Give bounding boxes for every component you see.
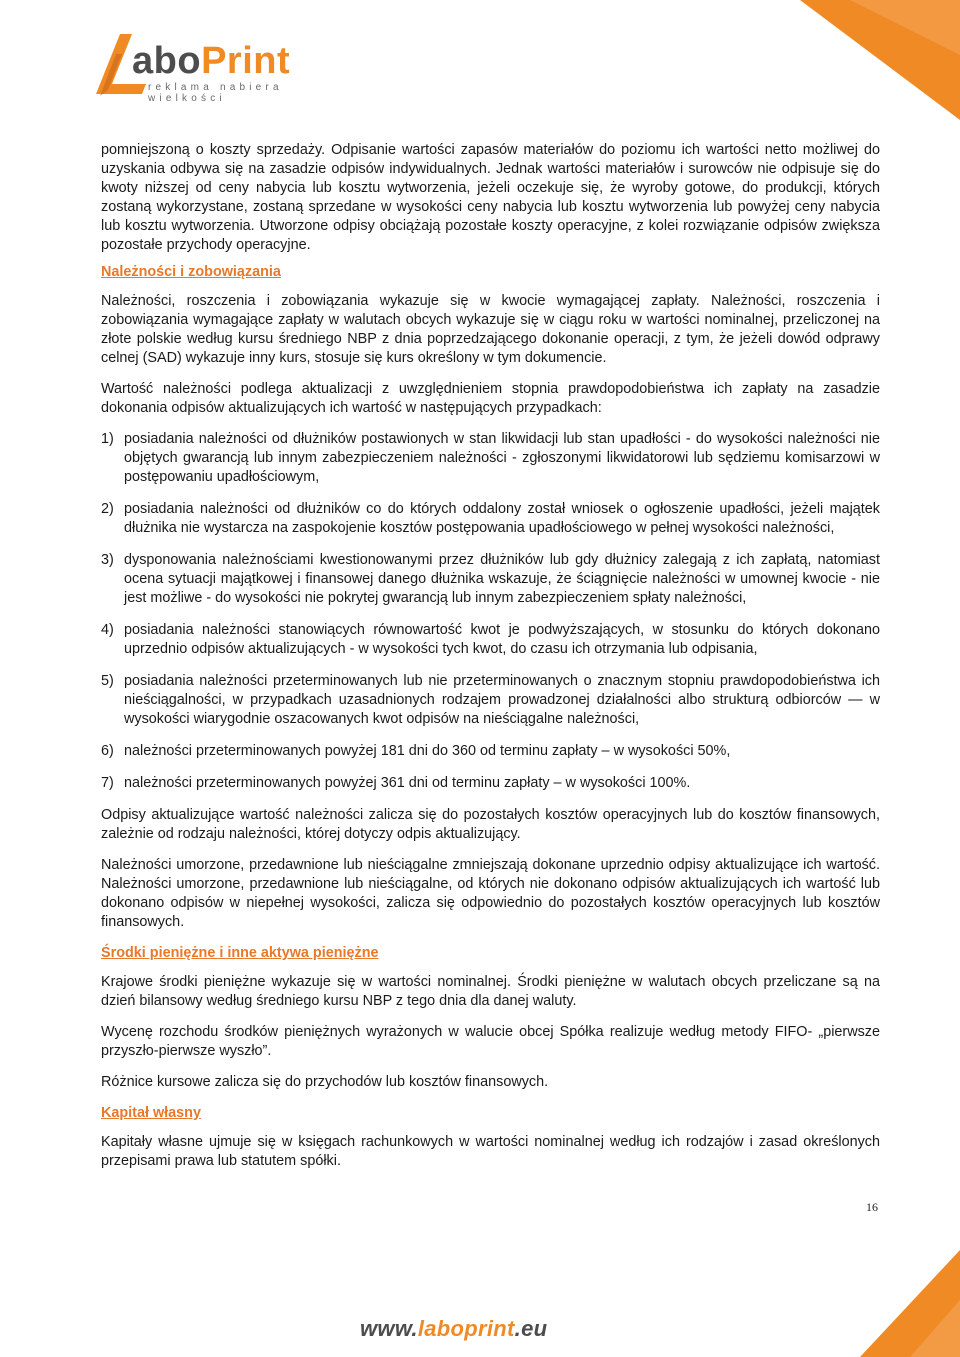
list-item-text: posiadania należności stanowiących równowartość kwot je podwyższających, w stosunku do których dokonano uprzednio odpisów aktualizujących - w wysokości tych kwot, do czasu ich otrzymania lub odpisania, xyxy=(124,622,880,657)
list-item-text: należności przeterminowanych powyżej 181 dni do 360 od terminu zapłaty – w wysokości 50%, xyxy=(124,743,731,759)
paragraph-writeoff-costs: Odpisy aktualizujące wartość należności zalicza się do pozostałych kosztów operacyjnych lub do kosztów finansowych, zależnie od rodzaju należności, której dotyczy odpis aktualizujący. xyxy=(101,807,880,842)
page-number: 16 xyxy=(866,1200,878,1214)
bottom-right-orange-triangle xyxy=(860,1250,960,1357)
paragraph-equity: Kapitały własne ujmuje się w księgach rachunkowych w wartości nominalnej według ich rodzajów i zasad określonych przepisami prawa lub statutem spółki. xyxy=(101,1134,880,1169)
top-right-light-triangle xyxy=(850,0,960,55)
bottom-right-light-triangle xyxy=(910,1300,960,1357)
list-item-number: 6) xyxy=(101,743,114,759)
logo-wordmark xyxy=(132,42,290,80)
footer-website xyxy=(360,1316,547,1342)
list-item xyxy=(101,621,880,659)
list-item-number: 2) xyxy=(101,501,114,517)
list-item-text: należności przeterminowanych powyżej 361 dni od terminu zapłaty – w wysokości 100%. xyxy=(124,775,691,791)
list-item xyxy=(101,774,880,793)
paragraph-receivables-update: Wartość należności podlega aktualizacji z uwzględnieniem stopnia prawdopodobieństwa ich zapłaty na zasadzie dokonania odpisów aktualizujących ich wartość w następujących przypadkach: xyxy=(101,381,880,416)
paragraph-fx-differences: Różnice kursowe zalicza się do przychodów lub kosztów finansowych. xyxy=(101,1074,549,1090)
paragraph-inventory: pomniejszoną o koszty sprzedaży. Odpisanie wartości zapasów materiałów do poziomu ich wartości netto możliwej do uzyskania odbywa się na zasadzie odpisów indywidualnych. Jednak wartości materiałów i surowców nie odpisuje się do kwoty niższej od ceny nabycia lub kosztu wytworzenia, jeżeli oczekuje się, że wyroby gotowe, do produkcji, których zostaną wykorzystane, zostaną sprzedane w wysokości ceny nabycia lub kosztu wytworzenia lub powyżej ceny nabycia lub kosztu wytworzenia. Utworzone odpisy obciążają pozostałe koszty operacyjne, z kolei rozwiązanie odpisów zwiększa pozostałe przychody operacyjne. xyxy=(101,142,880,253)
list-item-text: posiadania należności przeterminowanych lub nie przeterminowanych o znacznym stopniu prawdopodobieństwa ich nieściągalności, w przypadkach uzasadnionych rodzajem prowadzonej działalności albo strukturą odbiorców — w wysokości wiarygodnie oszacowanych kwot odpisów na nieściągalne należności, xyxy=(124,673,880,727)
list-item xyxy=(101,742,880,761)
list-item-number: 5) xyxy=(101,673,114,689)
paragraph-cash-valuation: Krajowe środki pieniężne wykazuje się w wartości nominalnej. Środki pieniężne w walutach obcych przeliczane są na dzień bilansowy według średniego kursu NBP z tego dnia dla danej waluty. xyxy=(101,974,880,1009)
paragraph-written-off-receivables: Należności umorzone, przedawnione lub nieściągalne zmniejszają dokonane uprzednio odpisy aktualizujące ich wartość. Należności umorzone, przedawnione lub nieściągalne, od których nie dokonano odpisów aktualizujących ich wartość lub dokonano odpisów w niepełnej wysokości, zalicza się odpowiednio do pozostałych kosztów operacyjnych lub kosztów finansowych. xyxy=(101,857,880,930)
footer-url-suffix: .eu xyxy=(514,1316,548,1341)
list-item-number: 1) xyxy=(101,431,114,447)
company-logo xyxy=(86,24,356,104)
list-item-text: posiadania należności od dłużników co do których oddalony został wniosek o ogłoszenie upadłości, jeżeli majątek dłużnika nie wystarcza na zaspokojenie kosztów postępowania upadłościowego w pełnej wysokości należności, xyxy=(124,501,880,536)
section-heading-cash: Środki pieniężne i inne aktywa pieniężne xyxy=(101,945,379,961)
document-body xyxy=(101,141,880,1183)
list-item xyxy=(101,672,880,729)
footer-url-brand: laboprint xyxy=(417,1316,515,1341)
receivables-cases-list xyxy=(101,430,880,793)
list-item-text: dysponowania należnościami kwestionowanymi przez dłużników lub gdy dłużnicy zalegają z ich zapłatą, natomiast ocena sytuacji majątkowej i finansowej danego dłużnika wskazuje, że ściągnięcie należności w umownej kwocie - nie jest możliwe - do wysokości nie pokrytej gwarancją lub innym zabezpieczeniem spłaty należności, xyxy=(124,552,880,606)
list-item-number: 3) xyxy=(101,552,114,568)
list-item xyxy=(101,551,880,608)
logo-wordmark-suffix: Print xyxy=(201,40,291,82)
top-right-orange-triangle xyxy=(800,0,960,120)
footer-url-prefix: www. xyxy=(360,1316,418,1341)
logo-tagline: reklama nabiera wielkości xyxy=(148,82,283,104)
section-heading-receivables: Należności i zobowiązania xyxy=(101,264,281,280)
paragraph-receivables-intro: Należności, roszczenia i zobowiązania wykazuje się w kwocie wymagającej zapłaty. Należności, roszczenia i zobowiązania wymagające zapłaty w walutach obcych wykazuje się w ciągu roku w wartości nominalnej, przeliczonej na złote polskie według kursu średniego NBP z dnia poprzedzającego dokonanie operacji, z tym, że jeżeli dowód odprawy celnej (SAD) wykazuje inny kurs, stosuje się kurs określony w tym dokumencie. xyxy=(101,293,880,366)
list-item xyxy=(101,500,880,538)
list-item-text: posiadania należności od dłużników postawionych w stan likwidacji lub stan upadłości - do wysokości należności nie objętych gwarancją lub innym zabezpieczeniem należności - zgłoszonymi likwidatorowi lub sędziemu komisarzowi w postępowaniu upadłościowym, xyxy=(124,431,880,485)
paragraph-fifo: Wycenę rozchodu środków pieniężnych wyrażonych w walucie obcej Spółka realizuje według metody FIFO- „pierwsze przyszło-pierwsze wyszło”. xyxy=(101,1024,880,1059)
list-item-number: 7) xyxy=(101,775,114,791)
section-heading-equity: Kapitał własny xyxy=(101,1105,201,1121)
logo-wordmark-prefix: abo xyxy=(132,40,202,82)
list-item xyxy=(101,430,880,487)
list-item-number: 4) xyxy=(101,622,114,638)
